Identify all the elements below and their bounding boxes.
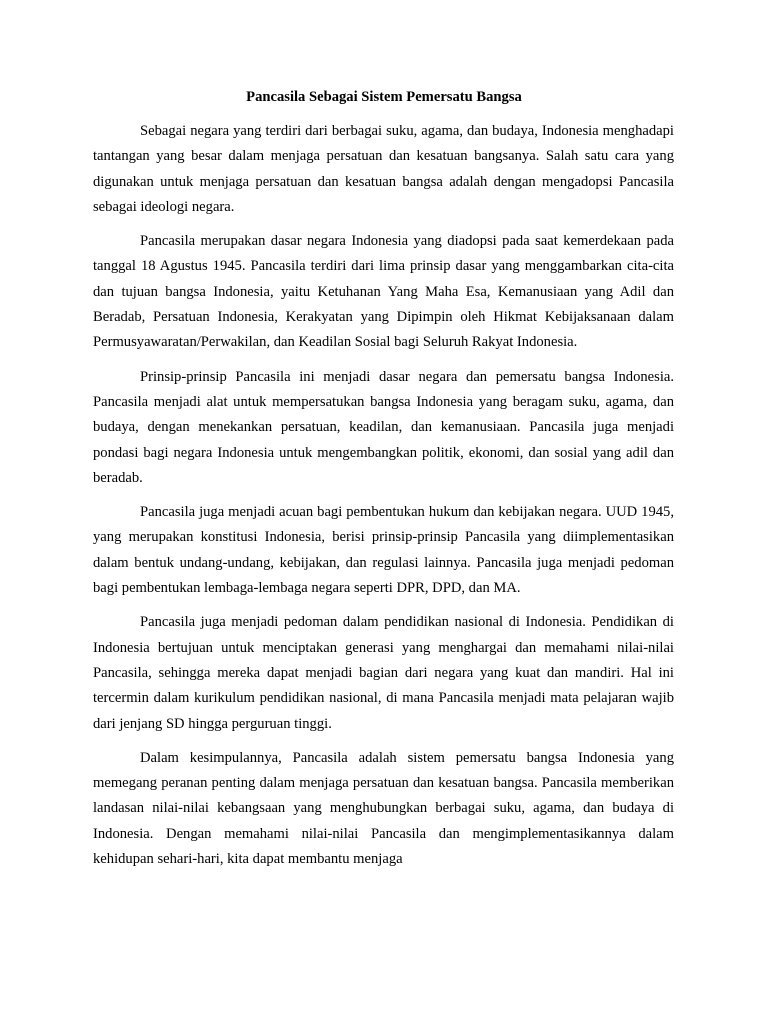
- paragraph-hukum: Pancasila juga menjadi acuan bagi pembentukan hukum dan kebijakan negara. UUD 1945, yang merupakan konstitusi Indonesia, berisi prinsip-prinsip Pancasila yang diimplementasikan dalam bentuk undang-undang, kebijakan, dan regulasi lainnya. Pancasila juga menjadi pedoman bagi pembentukan lembaga-lembaga negara seperti DPR, DPD, dan MA.: [93, 504, 674, 597]
- document-title: Pancasila Sebagai Sistem Pemersatu Bangsa: [246, 89, 522, 105]
- document-body: [93, 119, 674, 868]
- paragraph-dasar-negara: Pancasila merupakan dasar negara Indonesia yang diadopsi pada saat kemerdekaan pada tanggal 18 Agustus 1945. Pancasila terdiri dari lima prinsip dasar yang menggambarkan cita-cita dan tujuan bangsa Indonesia, yaitu Ketuhanan Yang Maha Esa, Kemanusiaan yang Adil dan Beradab, Persatuan Indonesia, Kerakyatan yang Dipimpin oleh Hikmat Kebijaksanaan dalam Permusyawaratan/Perwakilan, dan Keadilan Sosial bagi Seluruh Rakyat Indonesia.: [93, 233, 674, 351]
- paragraph-kesimpulan: Dalam kesimpulannya, Pancasila adalah sistem pemersatu bangsa Indonesia yang memegang peranan penting dalam menjaga persatuan dan kesatuan bangsa. Pancasila memberikan landasan nilai-nilai kebangsaan yang menghubungkan berbagai suku, agama, dan budaya di Indonesia. Dengan memahami nilai-nilai Pancasila dan mengimplementasikannya dalam kehidupan sehari-hari, kita dapat membantu menjaga: [93, 749, 674, 868]
- paragraph-pendidikan: Pancasila juga menjadi pedoman dalam pendidikan nasional di Indonesia. Pendidikan di Indonesia bertujuan untuk menciptakan generasi yang menghargai dan memahami nilai-nilai Pancasila, sehingga mereka dapat menjadi bagian dari negara yang kuat dan mandiri. Hal ini tercermin dalam kurikulum pendidikan nasional, di mana Pancasila menjadi mata pelajaran wajib dari jenjang SD hingga perguruan tinggi.: [93, 614, 674, 732]
- paragraph-intro: Sebagai negara yang terdiri dari berbagai suku, agama, dan budaya, Indonesia menghadapi tantangan yang besar dalam menjaga persatuan dan kesatuan bangsanya. Salah satu cara yang digunakan untuk menjaga persatuan dan kesatuan bangsa adalah dengan mengadopsi Pancasila sebagai ideologi negara.: [93, 123, 674, 215]
- paragraph-pemersatu: Prinsip-prinsip Pancasila ini menjadi dasar negara dan pemersatu bangsa Indonesia. Pancasila menjadi alat untuk mempersatukan bangsa Indonesia yang beragam suku, agama, dan budaya, dengan menekankan persatuan, keadilan, dan kemanusiaan. Pancasila juga menjadi pondasi bagi negara Indonesia untuk mengembangkan politik, ekonomi, dan sosial yang adil dan beradab.: [93, 368, 674, 486]
